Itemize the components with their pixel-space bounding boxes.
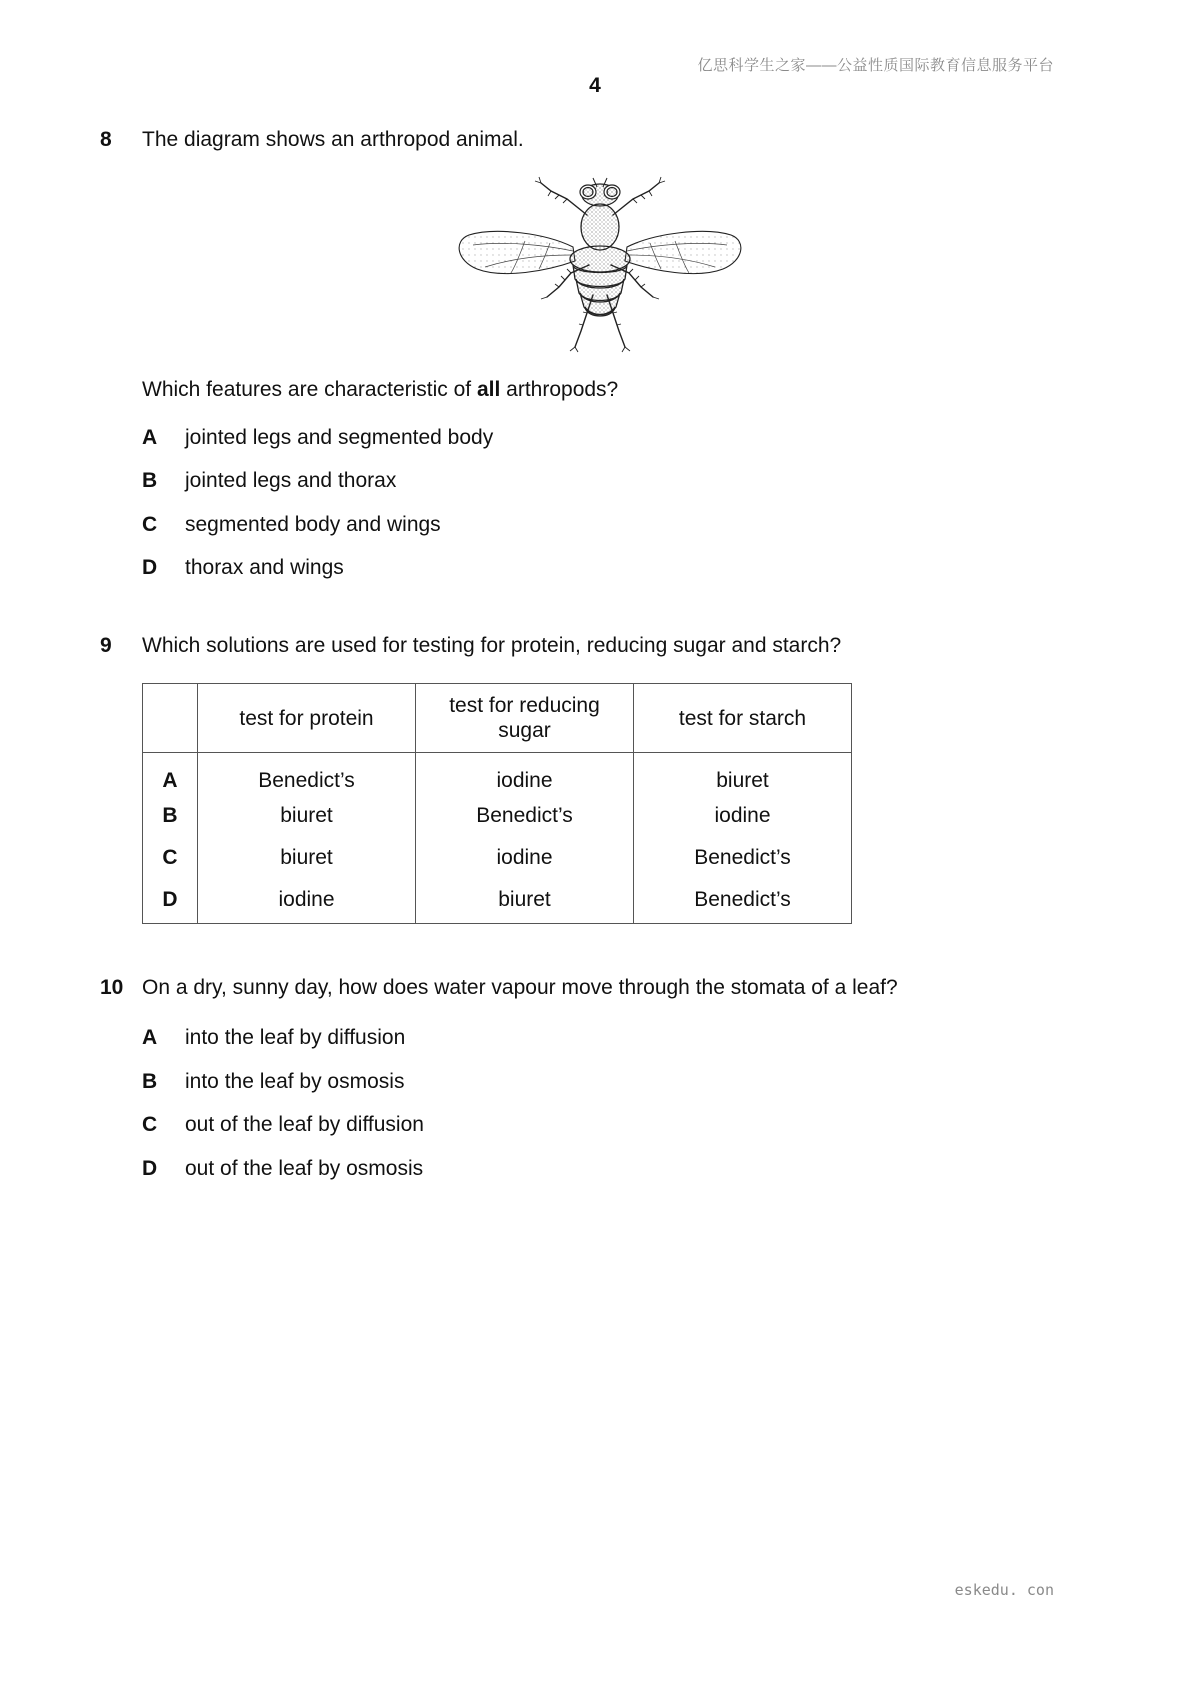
test-solutions-table xyxy=(142,683,852,924)
question-8-text-pre: Which features are characteristic of xyxy=(142,378,477,401)
question-9-number: 9 xyxy=(100,634,112,657)
table-row xyxy=(143,879,852,924)
q10-option-c-letter: C xyxy=(142,1113,158,1136)
abdomen xyxy=(570,246,630,316)
q8-option-b-letter: B xyxy=(142,469,158,492)
table-row xyxy=(143,753,852,796)
footer-site: eskedu. con xyxy=(954,1581,1054,1599)
q10-option-d-letter: D xyxy=(142,1157,158,1180)
row-letter: D xyxy=(162,888,178,911)
q8-option-d-letter: D xyxy=(142,556,158,579)
cell-sugar: iodine xyxy=(416,837,634,879)
table-row xyxy=(143,795,852,837)
cell-starch: Benedict’s xyxy=(634,837,852,879)
table-header-blank xyxy=(143,684,198,753)
table-header-reducing-sugar xyxy=(416,684,634,753)
question-10-number: 10 xyxy=(100,976,124,999)
cell-starch: biuret xyxy=(634,753,852,796)
watermark-text: 亿思科学生之家——公益性质国际教育信息服务平台 xyxy=(697,57,1054,74)
table-row xyxy=(143,837,852,879)
q8-option-c-text: segmented body and wings xyxy=(185,513,441,536)
question-8-text-post: arthropods? xyxy=(500,378,619,401)
table-header-protein: test for protein xyxy=(198,684,416,753)
question-8-text-emphasis: all xyxy=(476,378,501,401)
cell-starch: iodine xyxy=(634,795,852,837)
table-header-row xyxy=(143,684,852,753)
page-number: 4 xyxy=(589,74,601,97)
left-wing xyxy=(459,231,575,273)
q8-option-c-letter: C xyxy=(142,513,158,536)
question-9-text: Which solutions are used for testing for protein, reducing sugar and starch? xyxy=(142,634,842,657)
q8-option-a-letter: A xyxy=(142,426,158,449)
cell-sugar: biuret xyxy=(416,879,634,924)
q10-option-a-text: into the leaf by diffusion xyxy=(185,1026,406,1049)
table-header-reducing-sugar-label: test for reducing sugar xyxy=(449,694,600,742)
question-8-text xyxy=(142,378,618,402)
cell-protein: biuret xyxy=(198,795,416,837)
cell-sugar: iodine xyxy=(416,753,634,796)
question-8-intro: The diagram shows an arthropod animal. xyxy=(142,128,524,151)
q8-option-a-text: jointed legs and segmented body xyxy=(185,426,494,449)
row-letter: B xyxy=(162,804,178,827)
row-letter: A xyxy=(162,769,178,792)
cell-protein: biuret xyxy=(198,837,416,879)
q10-option-c-text: out of the leaf by diffusion xyxy=(185,1113,424,1136)
q10-option-b-letter: B xyxy=(142,1070,158,1093)
cell-starch: Benedict’s xyxy=(634,879,852,924)
q10-option-d-text: out of the leaf by osmosis xyxy=(185,1157,424,1180)
cell-protein: Benedict’s xyxy=(198,753,416,796)
q8-option-b-text: jointed legs and thorax xyxy=(185,469,397,492)
q10-option-a-letter: A xyxy=(142,1026,158,1049)
question-8-number: 8 xyxy=(100,128,112,151)
q8-option-d-text: thorax and wings xyxy=(185,556,344,579)
q10-option-b-text: into the leaf by osmosis xyxy=(185,1070,405,1093)
row-letter: C xyxy=(162,846,178,869)
thorax xyxy=(581,204,619,250)
cell-sugar: Benedict’s xyxy=(416,795,634,837)
arthropod-fly-diagram xyxy=(455,175,745,355)
question-10-text: On a dry, sunny day, how does water vapour move through the stomata of a leaf? xyxy=(142,976,898,999)
table-header-starch: test for starch xyxy=(634,684,852,753)
cell-protein: iodine xyxy=(198,879,416,924)
right-wing xyxy=(625,231,741,273)
